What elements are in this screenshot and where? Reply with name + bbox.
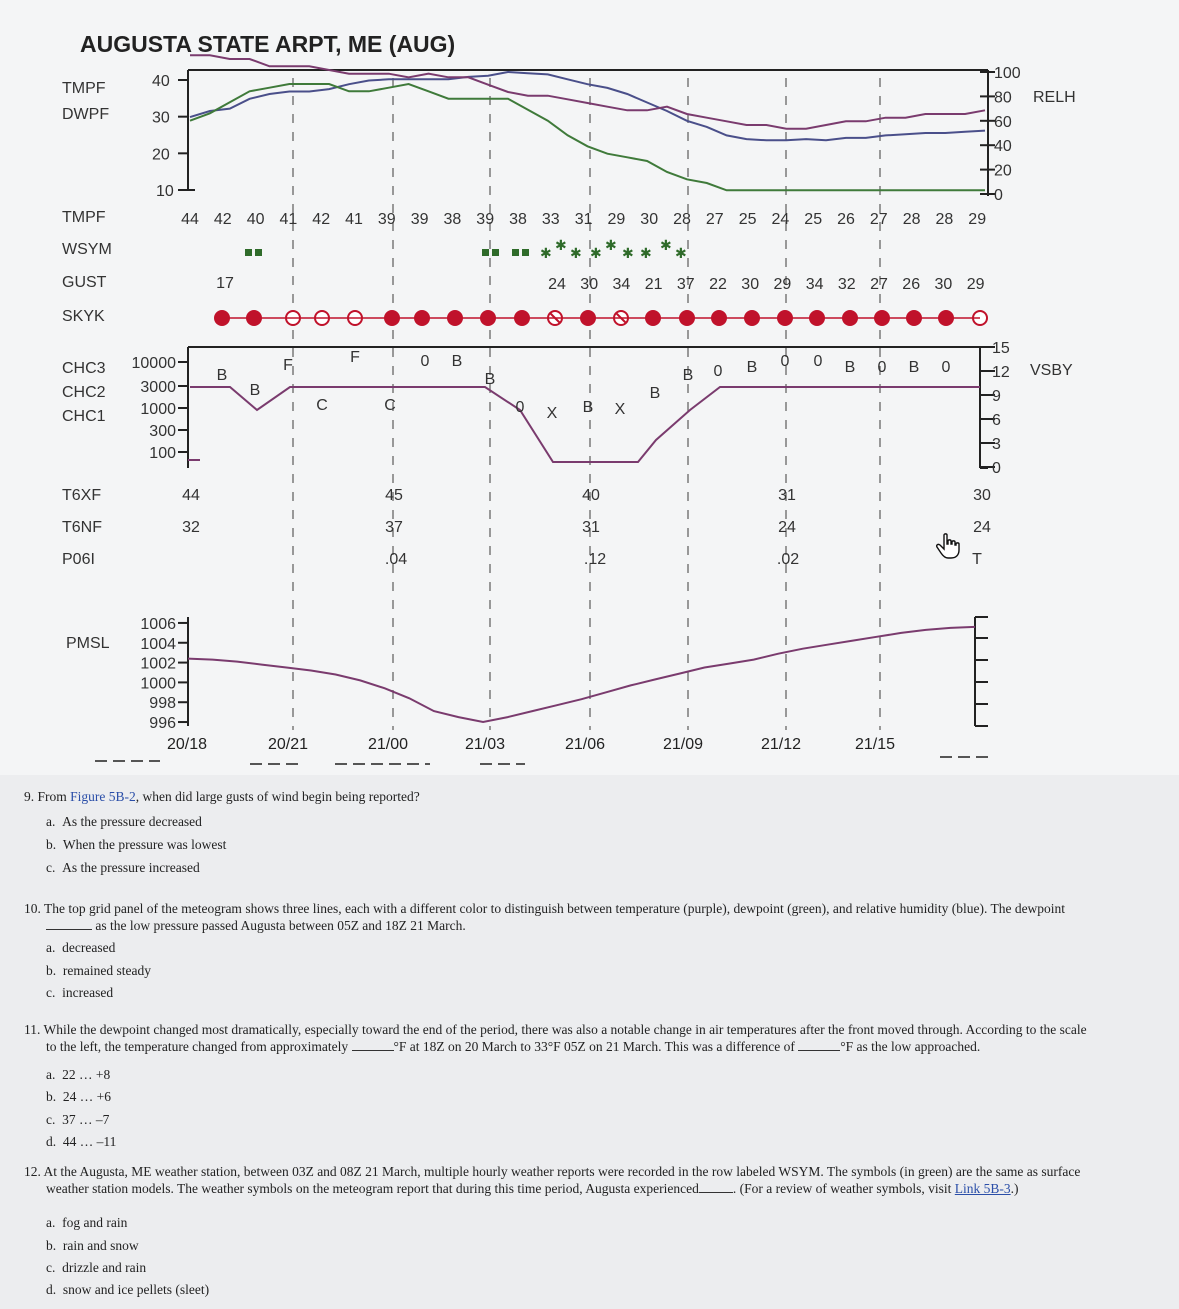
- tmpf-value: 42: [312, 211, 331, 228]
- relh-tick-label: 0: [994, 187, 1003, 204]
- snow-symbol: ✱: [570, 245, 582, 261]
- gust-value: 17: [216, 275, 234, 292]
- gust-value: 30: [934, 276, 953, 293]
- rain-symbol: [245, 249, 252, 256]
- q9-option-a[interactable]: a. As the pressure decreased: [46, 814, 202, 829]
- label-chc1: CHC1: [62, 408, 106, 425]
- label-p06i: P06I: [62, 551, 95, 568]
- tmpf-value: 26: [837, 211, 855, 228]
- cloud-layer-symbol: B: [582, 399, 594, 416]
- tmpf-value: 29: [607, 211, 626, 228]
- cloud-layer-symbol: 0: [813, 353, 823, 370]
- q10-option-c[interactable]: c. increased: [46, 985, 114, 1000]
- tmpf-value: 44: [181, 211, 199, 228]
- question-9: 9. From Figure 5B-2, when did large gusts of wind begin being reported?: [24, 789, 420, 804]
- p06i-value: .12: [583, 551, 607, 568]
- tmpf-value: 38: [443, 211, 462, 228]
- snow-symbol: ✱: [540, 245, 552, 261]
- relh-tick-label: 100: [994, 65, 1021, 82]
- tmpf-value: 24: [771, 211, 790, 228]
- visibility-tick-label: 15: [992, 340, 1010, 357]
- gust-value: 30: [741, 276, 760, 293]
- gust-value: 26: [902, 276, 921, 293]
- tmpf-value: 27: [705, 211, 724, 228]
- rain-symbol: [255, 249, 262, 256]
- gust-value: 34: [805, 276, 824, 293]
- cloud-layer-symbol: B: [908, 359, 920, 376]
- label-gust: GUST: [62, 274, 107, 291]
- q9-option-c[interactable]: c. As the pressure increased: [46, 860, 200, 875]
- tmpf-value: 30: [640, 211, 659, 228]
- tmpf-value: 25: [738, 211, 757, 228]
- tmpf-value: 38: [509, 211, 527, 228]
- t6nf-value: 37: [385, 519, 403, 536]
- tmpf-value: 29: [968, 211, 987, 228]
- q11-option-d[interactable]: d. 44 … –11: [46, 1134, 117, 1149]
- time-axis-label: 21/00: [368, 736, 409, 753]
- t6nf-value: 24: [778, 519, 796, 536]
- question-12: 12. At the Augusta, ME weather station, between 03Z and 08Z 21 March, multiple hourly weather reports were recorded in the row labeled WSYM. The symbols (in green) are the same as surface weather station models. The weather symbols on the meteogram report that during this time period, Augusta experienced . (For a review of weather symbols, visit Link 5B-3.): [24, 1164, 1081, 1196]
- tmpf-value: 40: [246, 211, 265, 228]
- gust-value: 29: [966, 276, 985, 293]
- hand-pointer-icon: [936, 533, 960, 559]
- cloud-layer-symbol: 0: [877, 359, 887, 376]
- gust-value: 30: [580, 276, 599, 293]
- pressure-tick-label: 1006: [140, 615, 176, 633]
- cloud-layer-symbol: C: [316, 397, 328, 414]
- cloud-layer-symbol: B: [649, 385, 661, 402]
- visibility-tick-label: 9: [992, 388, 1001, 405]
- tmpf-value: 41: [345, 211, 363, 228]
- t6nf-value: 31: [582, 519, 600, 536]
- label-dwpf: DWPF: [62, 106, 110, 123]
- relh-series-line: [190, 72, 985, 140]
- snow-symbol: ✱: [640, 245, 652, 261]
- t6nf-value: 24: [973, 519, 991, 536]
- rain-symbol: [482, 249, 489, 256]
- label-tmpf-top: TMPF: [62, 80, 106, 97]
- p06i-value: T: [972, 551, 982, 568]
- rain-symbol: [512, 249, 519, 256]
- q11-option-b[interactable]: b. 24 … +6: [46, 1089, 111, 1104]
- time-axis-label: 20/18: [167, 736, 208, 753]
- label-wsym: WSYM: [62, 241, 112, 258]
- t6nf-value: 32: [182, 519, 200, 536]
- gust-value: 21: [644, 276, 663, 293]
- cloud-layer-symbol: F: [350, 349, 360, 366]
- relh-tick-label: 40: [994, 138, 1012, 156]
- question-section: [0, 775, 1179, 1309]
- cloud-layer-symbol: B: [682, 367, 694, 384]
- q12-option-b[interactable]: b. rain and snow: [46, 1238, 139, 1253]
- gust-value: 27: [870, 276, 888, 293]
- cloud-layer-symbol: B: [216, 367, 228, 384]
- cloud-layer-symbol: B: [484, 371, 496, 388]
- cloud-layer-symbol: B: [451, 353, 463, 370]
- cloud-layer-symbol: B: [844, 359, 856, 376]
- time-axis-label: 21/06: [565, 736, 606, 753]
- tmpf-value: 39: [377, 211, 396, 228]
- tmpf-value: 39: [410, 211, 429, 228]
- time-axis-label: 21/03: [465, 736, 506, 753]
- t6xf-value: 44: [182, 487, 200, 504]
- label-vsby: VSBY: [1030, 362, 1073, 379]
- visibility-tick-label: 12: [992, 364, 1010, 381]
- question-10: 10. The top grid panel of the meteogram shows three lines, each with a different color to distinguish between temperature (purple), dewpoint (green), and relative humidity (blue). The dewpoint as the low pressure passed Augusta between 05Z and 18Z 21 March.: [24, 901, 1066, 933]
- q9-option-b[interactable]: b. When the pressure was lowest: [46, 837, 227, 852]
- ceiling-tick-label: 1000: [140, 401, 176, 418]
- tmpf-value: 28: [935, 211, 954, 228]
- time-axis-label: 20/21: [268, 736, 309, 753]
- cloud-layer-symbol: C: [384, 397, 396, 414]
- snow-symbol: ✱: [675, 245, 687, 261]
- pressure-tick-label: 998: [149, 695, 176, 713]
- label-pmsl: PMSL: [66, 635, 110, 652]
- snow-symbol: ✱: [660, 237, 672, 253]
- q12-option-a[interactable]: a. fog and rain: [46, 1215, 128, 1230]
- tmpf-value: 41: [279, 211, 298, 228]
- label-tmpf-row: TMPF: [62, 209, 106, 226]
- q10-option-a[interactable]: a. decreased: [46, 940, 116, 955]
- chart-title: AUGUSTA STATE ARPT, ME (AUG): [80, 31, 456, 57]
- q11-option-c[interactable]: c. 37 … –7: [46, 1112, 110, 1127]
- p06i-value: .02: [776, 551, 800, 568]
- link-5b-3[interactable]: Link 5B-3: [954, 1181, 1011, 1196]
- cloud-layer-symbol: X: [546, 405, 558, 422]
- snow-symbol: ✱: [555, 237, 567, 253]
- cloud-layer-symbol: 0: [941, 359, 951, 376]
- relh-tick-label: 80: [994, 89, 1012, 107]
- tmpf-value: 25: [804, 211, 823, 228]
- ceiling-tick-label: 300: [149, 423, 176, 440]
- label-t6xf: T6XF: [62, 487, 102, 504]
- pressure-series-line: [188, 627, 975, 722]
- gust-value: 34: [612, 276, 631, 293]
- tmpf-value: 42: [213, 211, 232, 228]
- cloud-layer-symbol: 0: [420, 353, 430, 370]
- t6xf-value: 31: [778, 487, 796, 504]
- cloud-layer-symbol: 0: [713, 363, 723, 380]
- cloud-layer-symbol: B: [746, 359, 758, 376]
- time-axis-label: 21/15: [855, 736, 896, 753]
- gust-value: 37: [676, 276, 695, 293]
- top-left-tick-label: 30: [152, 109, 170, 127]
- ceiling-tick-label: 10000: [131, 355, 176, 372]
- top-left-tick-label: 40: [152, 73, 170, 90]
- gust-value: 22: [709, 276, 727, 293]
- rain-symbol: [492, 249, 499, 256]
- cloud-layer-symbol: 0: [780, 353, 790, 370]
- tmpf-value: 39: [476, 211, 495, 228]
- q12-option-d[interactable]: d. snow and ice pellets (sleet): [46, 1282, 210, 1297]
- tmpf-value: 27: [869, 211, 888, 228]
- relh-tick-label: 20: [994, 162, 1012, 180]
- pressure-tick-label: 996: [149, 715, 176, 733]
- question-11: 11. While the dewpoint changed most dramatically, especially toward the end of the period, there was also a notable change in air temperatures after the front moved through. According to the scale to the left, the temperature changed from approximately °F at 18Z on 20 March to 33°F 05Z on 21 March. This was a difference of °F as the low approached.: [24, 1022, 1087, 1054]
- time-axis-label: 21/12: [761, 736, 802, 753]
- relh-tick-label: 60: [994, 113, 1012, 131]
- pressure-tick-label: 1002: [140, 655, 176, 673]
- visibility-tick-label: 0: [992, 460, 1001, 477]
- time-axis-label: 21/09: [663, 736, 704, 753]
- pressure-tick-label: 1004: [140, 635, 176, 653]
- top-left-tick-label: 20: [152, 146, 170, 164]
- t6xf-value: 40: [582, 487, 600, 504]
- q10-option-b[interactable]: b. remained steady: [46, 963, 151, 978]
- cloud-layer-symbol: X: [614, 401, 626, 418]
- cloud-layer-symbol: B: [249, 382, 261, 399]
- visibility-tick-label: 3: [992, 436, 1001, 453]
- tmpf-value: 28: [673, 211, 691, 228]
- q12-answer-blank[interactable]: [699, 1180, 733, 1193]
- label-chc2: CHC2: [62, 384, 106, 401]
- cloud-layer-symbol: 0: [515, 399, 525, 416]
- q11-option-a[interactable]: a. 22 … +8: [46, 1067, 111, 1082]
- label-chc3: CHC3: [62, 360, 106, 377]
- cloud-layer-symbol: F: [283, 357, 293, 374]
- tmpf-value: 33: [541, 211, 560, 228]
- top-left-tick-label: 10: [156, 183, 174, 200]
- gust-value: 24: [548, 276, 566, 293]
- t6xf-value: 30: [973, 487, 991, 504]
- ceiling-tick-label: 3000: [140, 379, 176, 396]
- tmpf-value: 31: [574, 211, 593, 228]
- q12-option-c[interactable]: c. drizzle and rain: [46, 1260, 147, 1275]
- t6xf-value: 45: [385, 487, 403, 504]
- snow-symbol: ✱: [590, 245, 602, 261]
- p06i-value: .04: [384, 551, 408, 568]
- label-t6nf: T6NF: [62, 519, 102, 536]
- ceiling-tick-label: 100: [149, 445, 176, 462]
- gust-value: 32: [837, 276, 856, 293]
- snow-symbol: ✱: [605, 237, 617, 253]
- figure-5b-2-link[interactable]: Figure 5B-2: [70, 789, 136, 804]
- gust-value: 29: [773, 276, 792, 293]
- label-relh: RELH: [1033, 89, 1076, 106]
- label-skyk: SKYK: [62, 308, 105, 325]
- tmpf-value: 28: [902, 211, 921, 228]
- rain-symbol: [522, 249, 529, 256]
- visibility-tick-label: 6: [992, 412, 1001, 429]
- snow-symbol: ✱: [622, 245, 634, 261]
- pressure-tick-label: 1000: [140, 675, 176, 693]
